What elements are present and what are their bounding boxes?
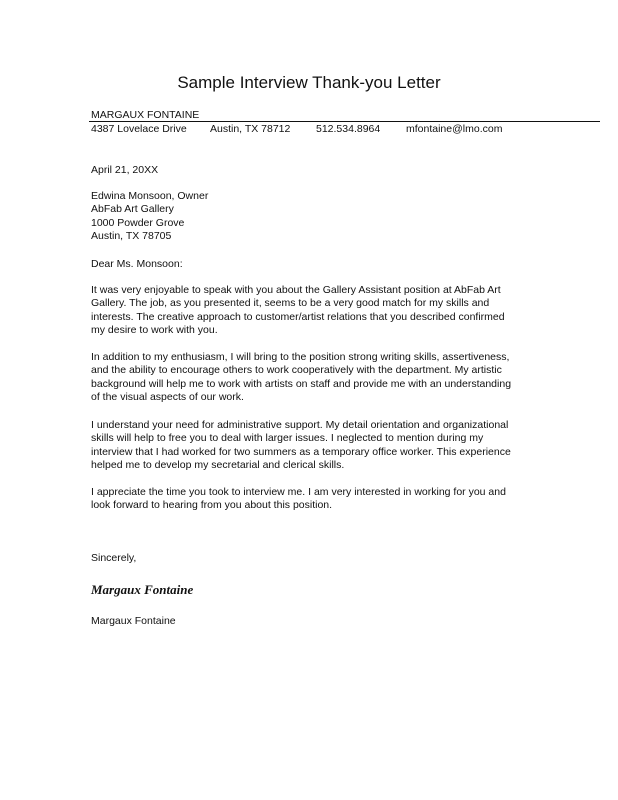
paragraph-line: In addition to my enthusiasm, I will bring to the position strong writing skills, assertiveness, [91, 351, 510, 363]
paragraph-line: of the visual aspects of our work. [91, 390, 244, 403]
recipient-line: 1000 Powder Grove [91, 216, 185, 229]
handwritten-signature: Margaux Fontaine [91, 582, 194, 597]
sender-email: mfontaine@lmo.com [406, 123, 503, 135]
body-paragraph-3 [91, 419, 551, 472]
body-paragraph-1 [91, 284, 551, 337]
recipient-line: Edwina Monsoon, Owner [91, 190, 209, 202]
paragraph-line: interests. The creative approach to customer/artist relations that you described confirmed [91, 310, 505, 323]
paragraph-line: skills will help to free you to deal with larger issues. I neglected to mention during my [91, 432, 484, 445]
recipient-line: AbFab Art Gallery [91, 203, 174, 216]
paragraph-line: my desire to work with you. [91, 323, 218, 336]
sender-phone: 512.534.8964 [316, 123, 381, 135]
letter-date: April 21, 20XX [91, 164, 159, 176]
header-divider [89, 121, 600, 122]
paragraph-line: I appreciate the time you took to interview me. I am very interested in working for you and [91, 486, 506, 498]
recipient-line: Austin, TX 78705 [91, 229, 172, 242]
document-title: Sample Interview Thank-you Letter [177, 73, 441, 92]
paragraph-line: Gallery. The job, as you presented it, seems to be a very good match for my skills and [91, 297, 490, 310]
sender-city: Austin, TX 78712 [210, 123, 291, 135]
paragraph-line: and the ability to encourage others to work cooperatively with the department. My artistic [91, 364, 502, 377]
recipient-address [91, 190, 551, 243]
paragraph-line: I understand your need for administrative support. My detail orientation and organizational [91, 419, 509, 431]
paragraph-line: It was very enjoyable to speak with you about the Gallery Assistant position at AbFab Art [91, 284, 501, 296]
paragraph-line: interview that I had worked for two summers as a temporary office worker. This experience [91, 445, 511, 458]
signed-name: Margaux Fontaine [91, 615, 176, 627]
sender-name: MARGAUX FONTAINE [91, 109, 200, 121]
closing: Sincerely, [91, 552, 137, 564]
salutation: Dear Ms. Monsoon: [91, 258, 183, 270]
body-paragraph-2 [91, 351, 551, 404]
paragraph-line: helped me to develop my secretarial and clerical skills. [91, 458, 345, 471]
paragraph-line: background will help me to work with artists on staff and provide me with an understanding [91, 377, 512, 390]
body-paragraph-4 [91, 486, 551, 513]
sender-street: 4387 Lovelace Drive [91, 123, 187, 135]
paragraph-line: look forward to hearing from you about this position. [91, 499, 333, 512]
